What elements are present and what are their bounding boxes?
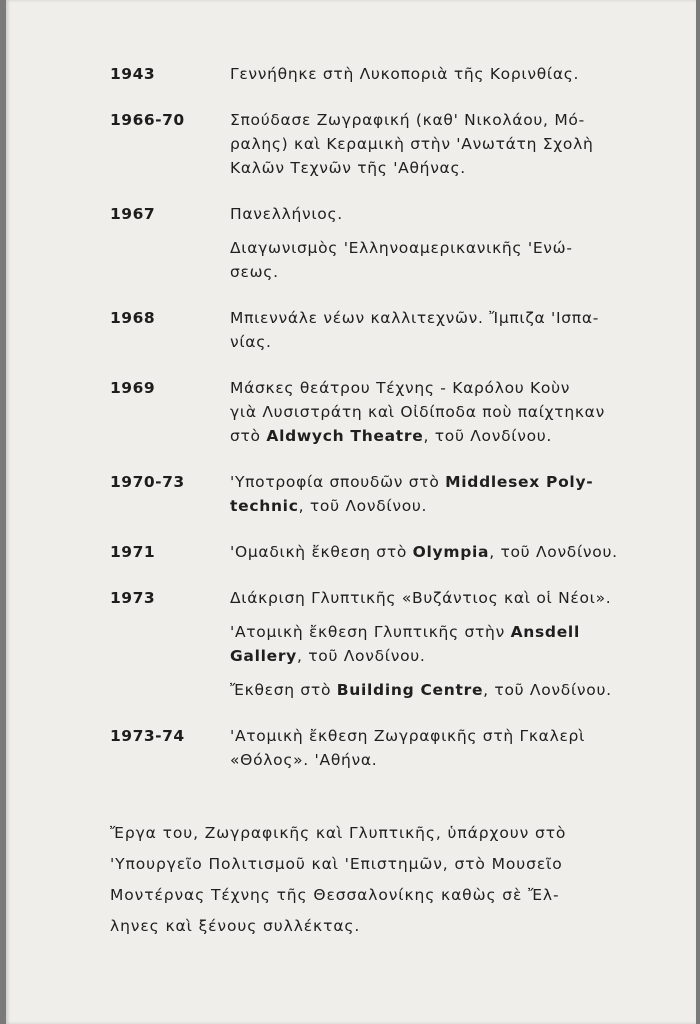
entry-description	[230, 586, 680, 702]
entry-paragraph	[230, 540, 680, 564]
document-page	[6, 0, 696, 1024]
entry-description	[230, 376, 680, 448]
bold-term: Aldwych Theatre	[266, 427, 424, 445]
timeline-entry	[110, 62, 680, 86]
bold-term: technic	[230, 497, 299, 515]
entry-paragraph	[230, 202, 680, 226]
entry-description	[230, 540, 680, 564]
biography-timeline	[110, 62, 680, 794]
entry-year: 1968	[110, 309, 156, 327]
entry-year: 1967	[110, 205, 156, 223]
entry-description	[230, 108, 680, 180]
entry-line: Gallery, τοῦ Λονδίνου.	[230, 647, 426, 665]
timeline-entry	[110, 202, 680, 284]
entry-line: σεως.	[230, 263, 279, 281]
entry-line: Ἔκθεση στὸ Building Centre, τοῦ Λονδίνου.	[230, 681, 612, 699]
entry-line: νίας.	[230, 333, 272, 351]
bold-term: Olympia	[412, 543, 490, 561]
timeline-entry	[110, 586, 680, 702]
entry-line: Σπούδασε Ζωγραφική (καθ' Νικολάου, Μό-	[230, 111, 585, 129]
entry-paragraph	[230, 586, 680, 610]
entry-paragraph	[230, 236, 680, 284]
bold-term: Gallery	[230, 647, 297, 665]
entry-description	[230, 724, 680, 772]
entry-description	[230, 306, 680, 354]
timeline-entry	[110, 306, 680, 354]
entry-line: γιὰ Λυσιστράτη καὶ Οἰδίποδα ποὺ παίχτηκαν	[230, 403, 605, 421]
entry-paragraph	[230, 620, 680, 668]
entry-line: Διάκριση Γλυπτικῆς «Βυζάντιος καὶ οἱ Νέοι».	[230, 589, 612, 607]
entry-year: 1973-74	[110, 727, 185, 745]
entry-line: technic, τοῦ Λονδίνου.	[230, 497, 428, 515]
footer-line: ληνες καὶ ξένους συλλέκτας.	[110, 917, 361, 935]
footer-line: Ἔργα του, Ζωγραφικῆς καὶ Γλυπτικῆς, ὑπάρχουν στὸ	[110, 824, 567, 842]
entry-line: Καλῶν Τεχνῶν τῆς 'Αθήνας.	[230, 159, 466, 177]
entry-line: 'Υποτροφία σπουδῶν στὸ Middlesex Poly-	[230, 473, 594, 491]
bold-term: Middlesex Poly-	[445, 473, 594, 491]
entry-line: Μπιεννάλε νέων καλλιτεχνῶν. Ἴμπιζα 'Ισπα-	[230, 309, 600, 327]
entry-year: 1969	[110, 379, 156, 397]
entry-line: 'Ατομικὴ ἔκθεση Ζωγραφικῆς στὴ Γκαλερὶ	[230, 727, 586, 745]
entry-description	[230, 62, 680, 86]
entry-paragraph	[230, 678, 680, 702]
entry-year: 1973	[110, 589, 156, 607]
timeline-entry	[110, 108, 680, 180]
entry-line: «Θόλος». 'Αθήνα.	[230, 751, 378, 769]
entry-line: Πανελλήνιος.	[230, 205, 343, 223]
entry-line: 'Ομαδικὴ ἔκθεση στὸ Olympia, τοῦ Λονδίνου.	[230, 543, 618, 561]
entry-description	[230, 470, 680, 518]
entry-paragraph	[230, 306, 680, 354]
footer-line: 'Υπουργεῖο Πολιτισμοῦ καὶ 'Επιστημῶν, στὸ Μουσεῖο	[110, 855, 563, 873]
entry-year: 1970-73	[110, 473, 185, 491]
entry-paragraph	[230, 470, 680, 518]
entry-paragraph	[230, 62, 680, 86]
entry-line: Διαγωνισμὸς 'Ελληνοαμερικανικῆς 'Ενώ-	[230, 239, 573, 257]
collections-note	[110, 818, 678, 942]
entry-paragraph	[230, 376, 680, 448]
timeline-entry	[110, 376, 680, 448]
timeline-entry	[110, 724, 680, 772]
entry-line: Γεννήθηκε στὴ Λυκοποριὰ τῆς Κορινθίας.	[230, 65, 580, 83]
bold-term: Building Centre	[336, 681, 484, 699]
entry-year: 1943	[110, 65, 156, 83]
entry-description	[230, 202, 680, 284]
entry-paragraph	[230, 724, 680, 772]
footer-line: Μοντέρνας Τέχνης τῆς Θεσσαλονίκης καθὼς σὲ Ἔλ-	[110, 886, 560, 904]
bold-term: Ansdell	[510, 623, 580, 641]
timeline-entry	[110, 470, 680, 518]
entry-year: 1966-70	[110, 111, 185, 129]
entry-line: ραλης) καὶ Κεραμικὴ στὴν 'Ανωτάτη Σχολὴ	[230, 135, 594, 153]
entry-paragraph	[230, 108, 680, 180]
entry-year: 1971	[110, 543, 156, 561]
entry-line: στὸ Aldwych Theatre, τοῦ Λονδίνου.	[230, 427, 553, 445]
timeline-entry	[110, 540, 680, 564]
entry-line: 'Ατομικὴ ἔκθεση Γλυπτικῆς στὴν Ansdell	[230, 623, 580, 641]
entry-line: Μάσκες θεάτρου Τέχνης - Καρόλου Κοὺν	[230, 379, 571, 397]
